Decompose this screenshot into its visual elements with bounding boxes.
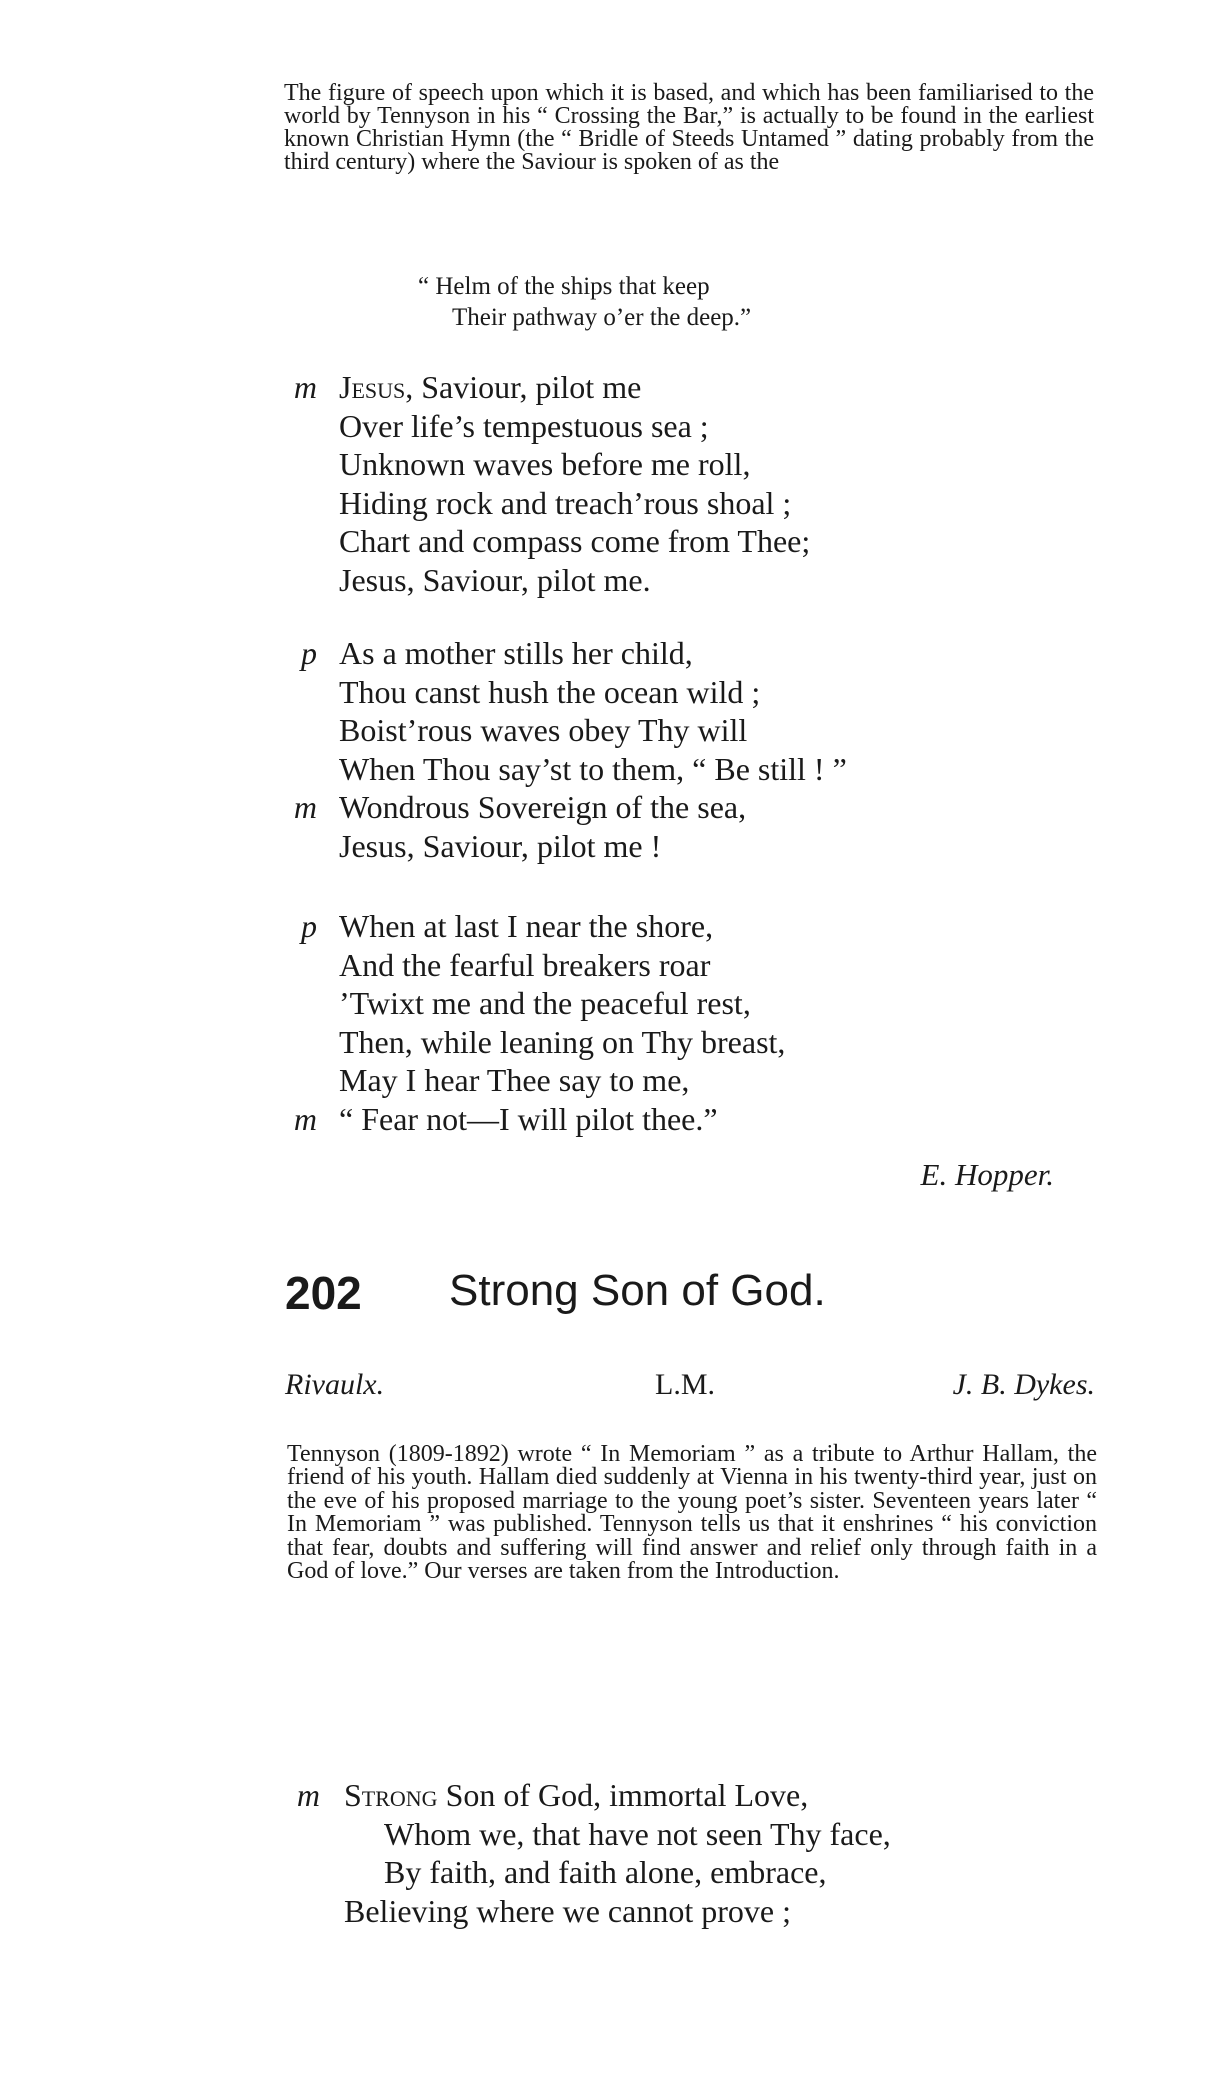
verse-line	[287, 634, 847, 673]
verse-line: Thou canst hush the ocean wild ;	[339, 673, 761, 710]
dynamic-mark: p	[301, 908, 317, 944]
hymn-heading	[285, 1266, 1065, 1336]
line-text: As a mother stills her child,	[339, 635, 693, 671]
verse-line: Then, while leaning on Thy breast,	[339, 1023, 786, 1060]
verse-line: Unknown waves before me roll,	[339, 446, 751, 482]
dynamic-mark: m	[293, 1100, 317, 1137]
note-text: Tennyson (1809-1892) wrote “ In Memoriam ” as a tribute to Arthur Hallam, the friend of his youth. Hallam died suddenly at Vienna in his twenty-third year, just on the eve of his proposed marriage to the young poet’s sister. Seventeen years later “ In Memoriam ” was published. Tennyson tells us that it enshrines “ his conviction that fear, doubts and suffering will find answer and relief only through faith in a God of love.” Our verses are taken from the Introduction.	[287, 1441, 1097, 1585]
line-text: “ Fear not—I will pilot thee.”	[339, 1100, 718, 1137]
quote-line: “ Helm of the ships that keep	[418, 273, 710, 300]
dynamic-mark: m	[293, 789, 317, 825]
verse-line: Jesus, Saviour, pilot me.	[339, 561, 651, 598]
intro-paragraph	[284, 82, 1094, 174]
dynamic-mark: m	[296, 1777, 320, 1813]
hymn201-stanza-2	[287, 634, 847, 865]
verse-line: Over life’s tempestuous sea ;	[339, 407, 709, 444]
verse-line: Boist’rous waves obey Thy will	[339, 712, 748, 748]
verse-line: Chart and compass come from Thee;	[339, 523, 811, 559]
verse-line: Whom we, that have not seen Thy face,	[384, 1815, 891, 1852]
verse-line	[287, 1100, 785, 1139]
first-word: Jesus,	[339, 369, 414, 405]
hymn202-stanza-1	[290, 1776, 891, 1930]
line-text: When at last I near the shore,	[339, 908, 714, 944]
hymn-note	[287, 1443, 1097, 1583]
verse-line	[287, 368, 810, 407]
verse-line: Believing where we cannot prove ;	[344, 1892, 791, 1929]
hymn-title: Strong Son of God.	[449, 1266, 826, 1315]
hymn201-stanza-1	[287, 368, 810, 599]
verse-line	[287, 788, 847, 827]
quote-line: Their pathway o’er the deep.”	[452, 304, 752, 331]
line-rest: Saviour, pilot me	[413, 369, 642, 405]
hymn201-stanza-3	[287, 907, 785, 1138]
author-credit: E. Hopper.	[920, 1157, 1054, 1192]
verse-line: May I hear Thee say to me,	[339, 1062, 690, 1098]
first-word: Strong	[344, 1777, 438, 1813]
intro-text: The figure of speech upon which it is based, and which has been familiarised to the world by Tennyson in his “ Crossing the Bar,” is actually to be found in the earliest known Christian Hymn (the “ Bridle of Steeds Untamed ” dating probably from the third century) where the Saviour is spoken of as the	[284, 80, 1094, 175]
verse-line: ’Twixt me and the peaceful rest,	[339, 985, 751, 1021]
dynamic-mark: p	[301, 635, 317, 671]
tune-meter: L.M.	[655, 1368, 715, 1401]
verse-line: Jesus, Saviour, pilot me !	[339, 827, 662, 864]
line-rest: Son of God, immortal Love,	[437, 1777, 809, 1813]
tune-composer: J. B. Dykes.	[952, 1368, 1095, 1401]
dynamic-mark: m	[293, 369, 317, 405]
verse-line: And the fearful breakers roar	[339, 946, 711, 983]
hymn-number: 202	[285, 1267, 362, 1319]
verse-line: Hiding rock and treach’rous shoal ;	[339, 484, 792, 521]
verse-line: When Thou say’st to them, “ Be still ! ”	[339, 750, 847, 787]
verse-line	[290, 1776, 891, 1815]
tune-name: Rivaulx.	[285, 1368, 385, 1401]
intro-quote	[418, 271, 751, 333]
line-text: Wondrous Sovereign of the sea,	[339, 789, 747, 825]
verse-line: By faith, and faith alone, embrace,	[384, 1854, 827, 1890]
verse-line	[287, 907, 785, 946]
